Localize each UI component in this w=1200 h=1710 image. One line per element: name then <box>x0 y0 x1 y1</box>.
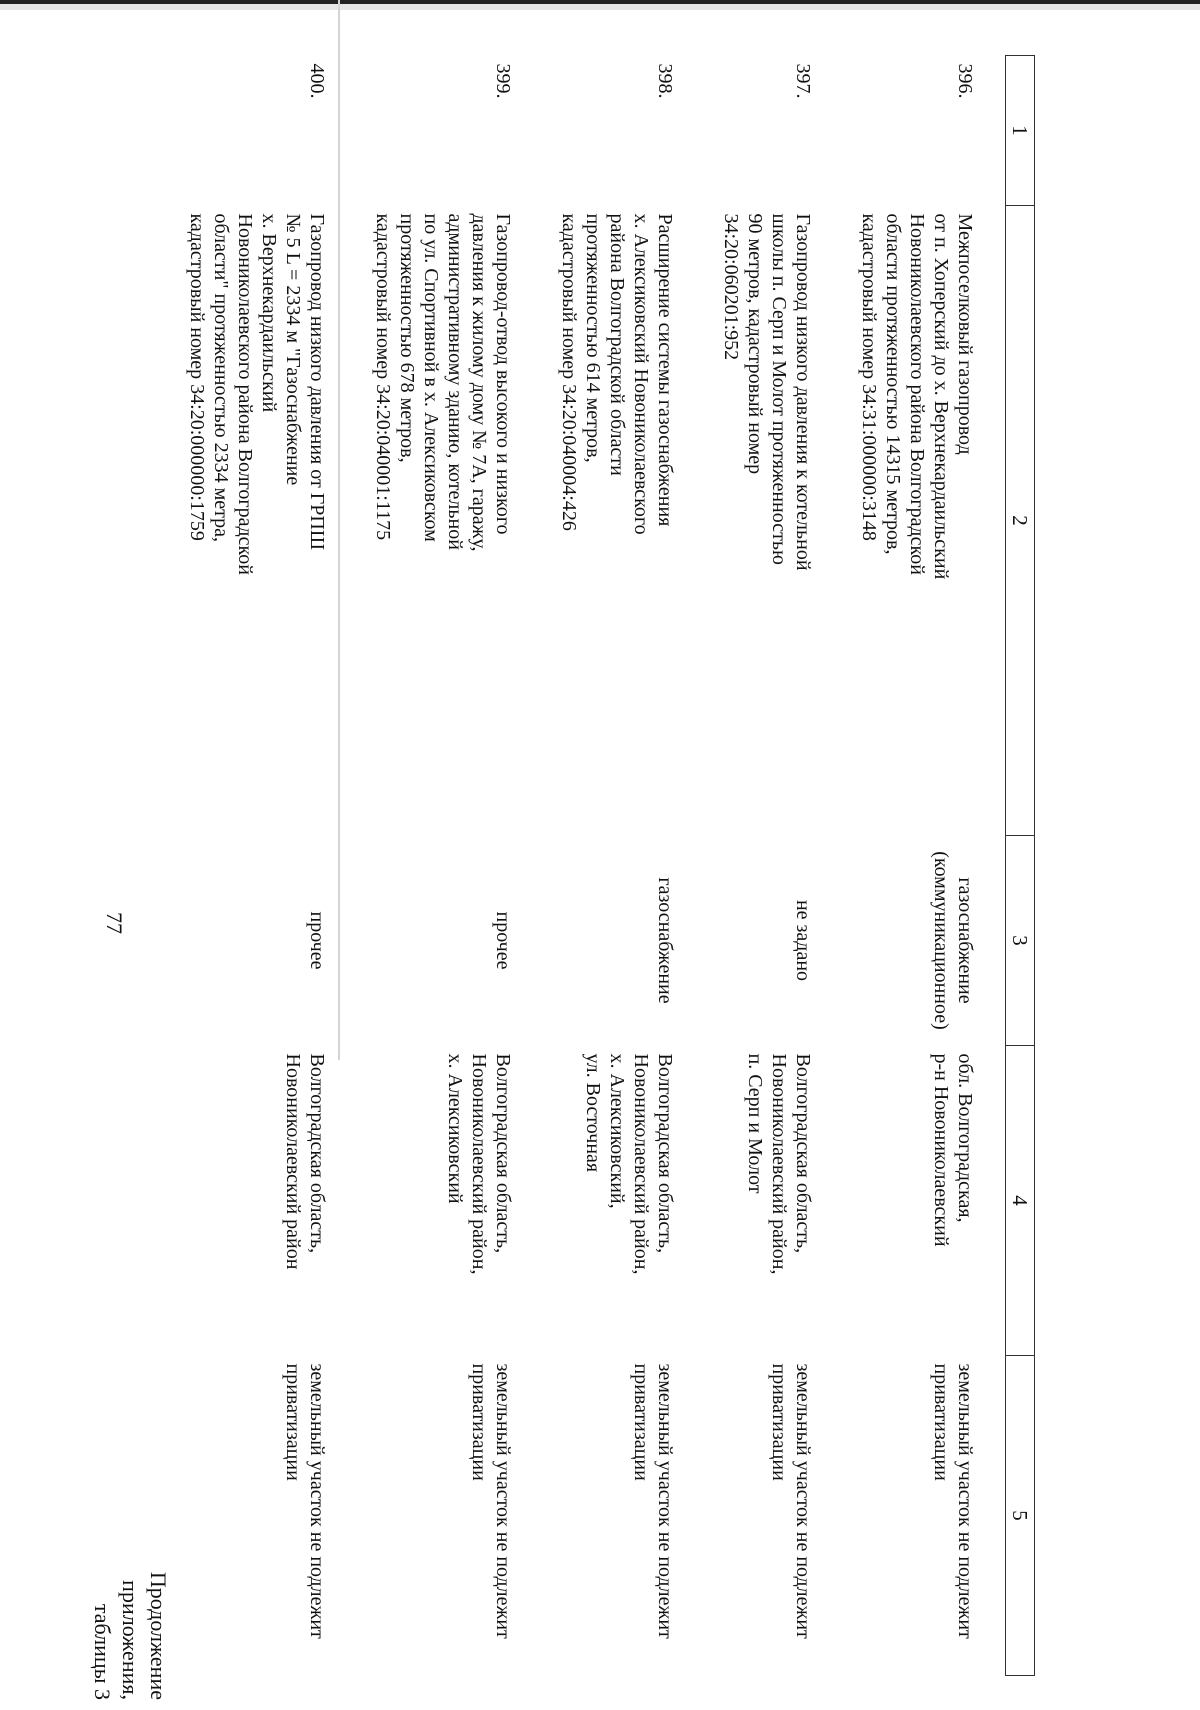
land-status-line: земельный участок не подлежит <box>792 1363 814 1639</box>
object-name-line: № 5 L = 2334 м "Газоснабжение <box>282 213 304 486</box>
object-name-line: протяженностью 678 метров, <box>396 213 418 463</box>
object-address-cell <box>843 1046 1006 1356</box>
object-name-cell <box>171 206 357 836</box>
row-number: 400. <box>306 63 328 99</box>
land-status-cell <box>171 1356 357 1676</box>
column-header-2: 2 <box>1006 206 1035 836</box>
object-name-line: Газопровод-отвод высокого и низкого <box>492 213 514 535</box>
object-name-line: школы п. Серп и Молот протяженностью <box>768 213 790 565</box>
object-address-line: ул. Восточная <box>582 1053 604 1173</box>
object-name-line: Новониколаевского района Волгоградской <box>234 213 256 575</box>
object-purpose-line: газоснабжение <box>654 877 676 1004</box>
object-name-line: кадастровый номер 34:20:040001:1175 <box>372 213 394 541</box>
object-name-line: кадастровый номер 34:20:000000:1759 <box>186 213 208 541</box>
object-name-cell <box>543 206 705 836</box>
object-purpose-line: прочее <box>306 911 328 970</box>
column-header-5: 5 <box>1006 1356 1035 1676</box>
land-status-cell <box>357 1356 543 1676</box>
table-body <box>171 56 1006 1676</box>
object-address-line: Новониколаевский район, <box>468 1053 490 1275</box>
object-purpose-cell <box>705 836 843 1046</box>
object-name-line: Газопровод низкого давления к котельной <box>792 213 814 571</box>
object-name-line: х. Верхнекардаильский <box>258 213 280 413</box>
land-status-line: земельный участок не подлежит <box>306 1363 328 1639</box>
object-address-line: п. Серп и Молот <box>744 1053 766 1194</box>
object-address-line: х. Алексиковский, <box>606 1053 628 1209</box>
row-number: 398. <box>654 63 676 99</box>
object-name-line: х. Алексиковский Новониколаевского <box>630 213 652 535</box>
land-status-line: земельный участок не подлежит <box>954 1363 976 1639</box>
object-name-line: 34:20:060201:952 <box>720 213 742 361</box>
table-row <box>705 56 843 1676</box>
object-name-line: кадастровый номер 34:20:040004:426 <box>558 213 580 531</box>
object-address-line: р-н Новониколаевский <box>930 1053 952 1247</box>
continuation-note <box>90 1490 172 1700</box>
table-row <box>357 56 543 1676</box>
object-address-cell <box>543 1046 705 1356</box>
object-name-line: протяженностью 614 метров, <box>582 213 604 463</box>
page-number: 77 <box>102 912 127 934</box>
property-register-table <box>171 55 1035 1676</box>
object-name-cell <box>705 206 843 836</box>
object-purpose-cell <box>357 836 543 1046</box>
object-purpose-line: прочее <box>492 911 514 970</box>
land-status-line: земельный участок не подлежит <box>654 1363 676 1639</box>
column-header-1: 1 <box>1006 56 1035 206</box>
object-address-cell <box>705 1046 843 1356</box>
object-address-line: Волгоградская область, <box>492 1053 514 1254</box>
land-status-line: приватизации <box>768 1363 790 1481</box>
row-number: 399. <box>492 63 514 99</box>
object-address-cell <box>171 1046 357 1356</box>
row-number-cell <box>843 56 1006 206</box>
object-name-line: области протяженностью 14315 метров, <box>882 213 904 555</box>
land-status-cell <box>843 1356 1006 1676</box>
object-name-line: от п. Хоперский до х. Верхнекардаильский <box>930 213 952 580</box>
row-number-cell <box>705 56 843 206</box>
object-address-line: обл. Волгоградская, <box>954 1053 976 1223</box>
continuation-line-1: Продолжение приложения, <box>118 1571 171 1700</box>
land-status-line: приватизации <box>282 1363 304 1481</box>
object-name-line: по ул. Спортивной в х. Алексиковском <box>420 213 442 542</box>
object-name-cell <box>843 206 1006 836</box>
object-name-line: Межпоселковый газопровод <box>954 213 976 455</box>
object-purpose-cell <box>543 836 705 1046</box>
object-purpose-cell <box>171 836 357 1046</box>
land-status-line: земельный участок не подлежит <box>492 1363 514 1639</box>
object-address-line: Волгоградская область, <box>792 1053 814 1254</box>
object-address-line: Новониколаевский район <box>282 1053 304 1270</box>
object-name-line: Газопровод низкого давления от ГРПШ <box>306 213 328 551</box>
row-number: 396. <box>954 63 976 99</box>
object-name-line: района Волгоградской области <box>606 213 628 476</box>
object-address-line: Волгоградская область, <box>306 1053 328 1254</box>
object-name-line: 90 метров, кадастровый номер <box>744 213 766 475</box>
object-purpose-line: газоснабжение <box>954 877 976 1004</box>
land-status-cell <box>705 1356 843 1676</box>
row-number: 397. <box>792 63 814 99</box>
land-status-line: приватизации <box>630 1363 652 1481</box>
row-number-cell <box>357 56 543 206</box>
object-name-line: Новониколаевского района Волгоградской <box>906 213 928 575</box>
continuation-line-2: таблицы 3 <box>90 1603 115 1700</box>
object-name-line: области" протяженностью 2334 метра, <box>210 213 232 543</box>
object-purpose-line: не задано <box>792 899 814 982</box>
column-header-3: 3 <box>1006 836 1035 1046</box>
object-address-line: х. Алексиковский <box>444 1053 466 1204</box>
object-name-line: Расширение системы газоснабжения <box>654 213 676 527</box>
table-row <box>843 56 1006 1676</box>
object-purpose-line: (коммуникационное) <box>930 851 952 1030</box>
object-name-line: административному зданию, котельной <box>444 213 466 550</box>
land-status-line: приватизации <box>468 1363 490 1481</box>
table-header-row <box>1006 56 1035 1676</box>
table-row <box>543 56 705 1676</box>
object-address-line: Новониколаевский район, <box>768 1053 790 1275</box>
row-number-cell <box>543 56 705 206</box>
land-status-cell <box>543 1356 705 1676</box>
object-name-line: кадастровый номер 34:31:000000:3148 <box>858 213 880 541</box>
column-header-4: 4 <box>1006 1046 1035 1356</box>
object-address-line: Новониколаевский район, <box>630 1053 652 1275</box>
object-purpose-cell <box>843 836 1006 1046</box>
object-address-line: Волгоградская область, <box>654 1053 676 1254</box>
row-number-cell <box>171 56 357 206</box>
land-status-line: приватизации <box>930 1363 952 1481</box>
object-address-cell <box>357 1046 543 1356</box>
object-name-line: давления к жилому дому № 7А, гаражу, <box>468 213 490 552</box>
object-name-cell <box>357 206 543 836</box>
table-row <box>171 56 357 1676</box>
